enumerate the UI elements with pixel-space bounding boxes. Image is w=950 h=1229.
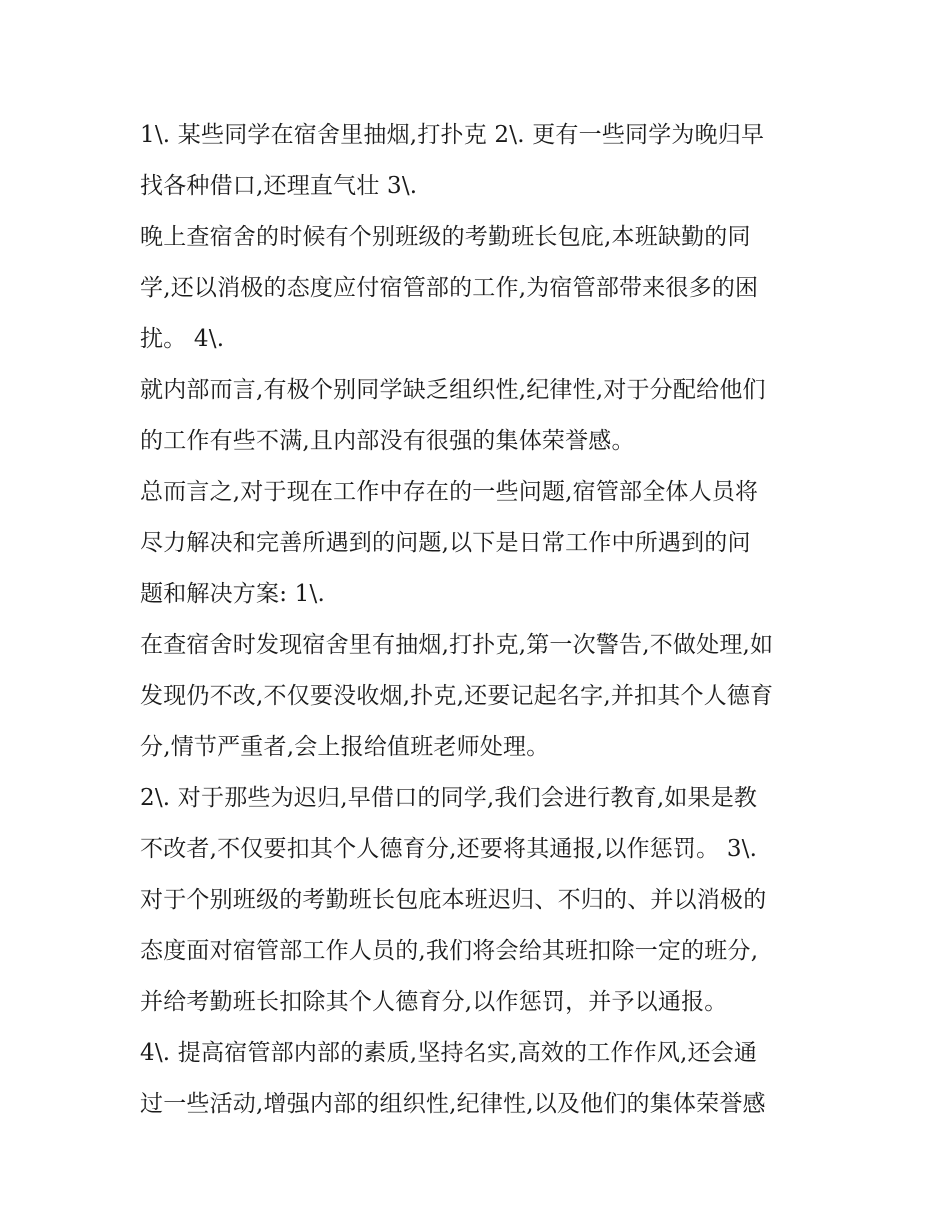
text-line: 1\. 某些同学在宿舍里抽烟,打扑克 2\. 更有一些同学为晚归早	[140, 122, 765, 148]
text-line: 就内部而言,有极个别同学缺乏组织性,纪律性,对于分配给他们	[140, 377, 766, 403]
text-line: 不改者,不仅要扣其个人德育分,还要将其通报,以作惩罚。 3\.	[140, 836, 758, 862]
text-line: 并给考勤班长扣除其个人德育分,以作惩罚，并予以通报。	[140, 989, 728, 1015]
text-line: 在查宿舍时发现宿舍里有抽烟,打扑克,第一次警告,不做处理,如	[140, 632, 774, 658]
text-line: 晚上查宿舍的时候有个别班级的考勤班长包庇,本班缺勤的同	[140, 224, 751, 250]
text-line: 态度面对宿管部工作人员的,我们将会给其班扣除一定的班分,	[140, 938, 759, 964]
text-line: 题和解决方案: 1\.	[140, 581, 325, 607]
text-line: 扰。 4\.	[140, 326, 225, 352]
document-body	[140, 110, 830, 1130]
text-line: 2\. 对于那些为迟归,早借口的同学,我们会进行教育,如果是教	[140, 785, 758, 811]
text-line: 尽力解决和完善所遇到的问题,以下是日常工作中所遇到的问	[140, 530, 751, 556]
text-line: 发现仍不改,不仅要没收烟,扑克,还要记起名字,并扣其个人德育	[140, 683, 774, 709]
text-line: 分,情节严重者,会上报给值班老师处理。	[140, 734, 550, 760]
text-line: 对于个别班级的考勤班长包庇本班迟归、不归的、并以消极的	[140, 887, 767, 913]
text-line: 找各种借口,还理直气壮 3\.	[140, 173, 418, 199]
text-line: 总而言之,对于现在工作中存在的一些问题,宿管部全体人员将	[140, 479, 759, 505]
text-line: 过一些活动,增强内部的组织性,纪律性,以及他们的集体荣誉感	[140, 1091, 766, 1117]
text-line: 学,还以消极的态度应付宿管部的工作,为宿管部带来很多的困	[140, 275, 759, 301]
text-line: 的工作有些不满,且内部没有很强的集体荣誉感。	[140, 428, 635, 454]
text-line: 4\. 提高宿管部内部的素质,坚持名实,高效的工作作风,还会通	[140, 1040, 758, 1066]
